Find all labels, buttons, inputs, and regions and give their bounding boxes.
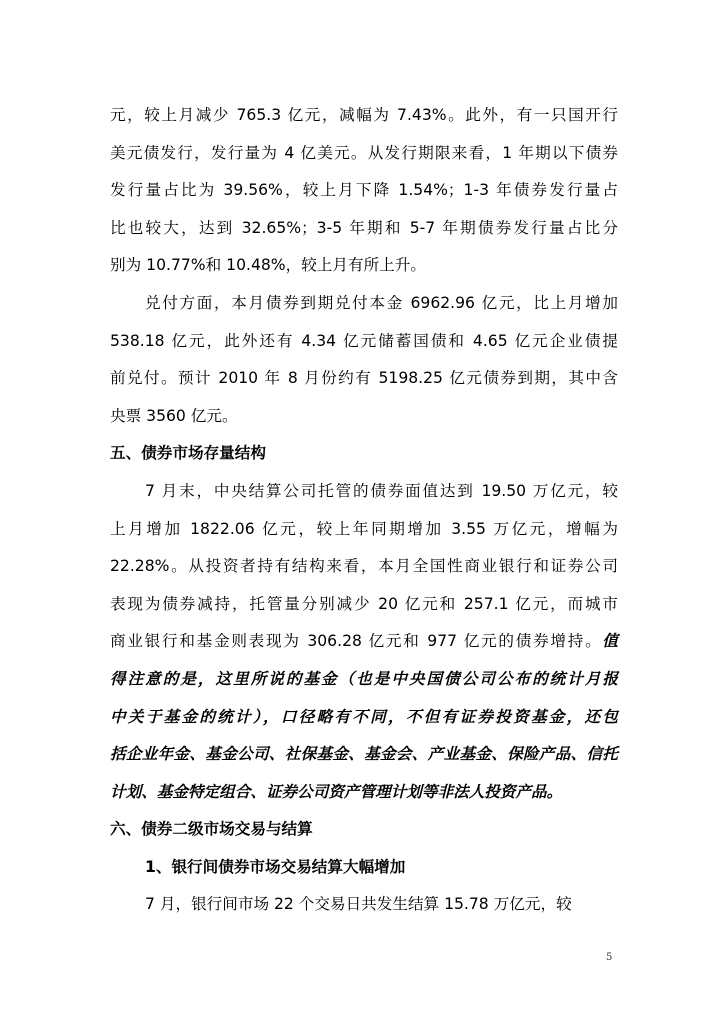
body-text-line <box>110 623 618 661</box>
page-number: 5 <box>606 952 613 963</box>
emphasis-text-segment: 值 <box>602 632 618 651</box>
body-text-line: 7 月，银行间市场 22 个交易日共发生结算 15.78 万亿元，较 <box>145 895 572 914</box>
body-text-line: 美元债发行，发行量为 4 亿美元。从发行期限来看，1 年期以下债券 <box>110 143 618 162</box>
body-text-line: 表现为债券减持，托管量分别减少 20 亿元和 257.1 亿元，而城市 <box>110 594 618 613</box>
body-text-line: 7 月末，中央结算公司托管的债券面值达到 19.50 万亿元，较 <box>145 481 618 500</box>
body-text-line: 发行量占比为 39.56%，较上月下降 1.54%；1-3 年债券发行量占 <box>110 181 618 200</box>
emphasis-text-line: 得注意的是，这里所说的基金（也是中央国债公司公布的统计月报 <box>110 669 618 688</box>
body-text-line: 前兑付。预计 2010 年 8 月份约有 5198.25 亿元债券到期，其中含 <box>110 369 618 388</box>
body-text-line: 央票 3560 亿元。 <box>110 406 238 425</box>
body-text-line: 元，较上月减少 765.3 亿元，减幅为 7.43%。此外，有一只国开行 <box>110 106 618 124</box>
emphasis-text-line: 中关于基金的统计），口径略有不同，不但有证券投资基金，还包 <box>110 707 618 726</box>
body-text-line: 别为 10.77%和 10.48%，较上月有所上升。 <box>110 256 426 275</box>
body-text-line: 538.18 亿元，此外还有 4.34 亿元储蓄国债和 4.65 亿元企业债提 <box>110 331 618 350</box>
document-page <box>110 97 618 924</box>
body-text-segment: 商业银行和基金则表现为 306.28 亿元和 977 亿元的债券增持。 <box>110 632 603 651</box>
section-heading: 五、债券市场存量结构 <box>110 444 266 463</box>
body-text-line: 22.28%。从投资者持有结构来看，本月全国性商业银行和证券公司 <box>110 557 618 576</box>
section-heading: 六、债券二级市场交易与结算 <box>110 820 313 839</box>
body-text-line: 上月增加 1822.06 亿元，较上年同期增加 3.55 万亿元，增幅为 <box>110 519 618 538</box>
body-text-line: 比也较大，达到 32.65%；3-5 年期和 5-7 年期债券发行量占比分 <box>110 218 618 237</box>
emphasis-text-line: 计划、基金特定组合、证券公司资产管理计划等非法人投资产品。 <box>110 782 563 801</box>
subsection-heading: 1、银行间债券市场交易结算大幅增加 <box>145 857 406 876</box>
body-text-line: 兑付方面，本月债券到期兑付本金 6962.96 亿元，比上月增加 <box>145 293 618 312</box>
emphasis-text-line: 括企业年金、基金公司、社保基金、基金会、产业基金、保险产品、信托 <box>110 745 618 764</box>
